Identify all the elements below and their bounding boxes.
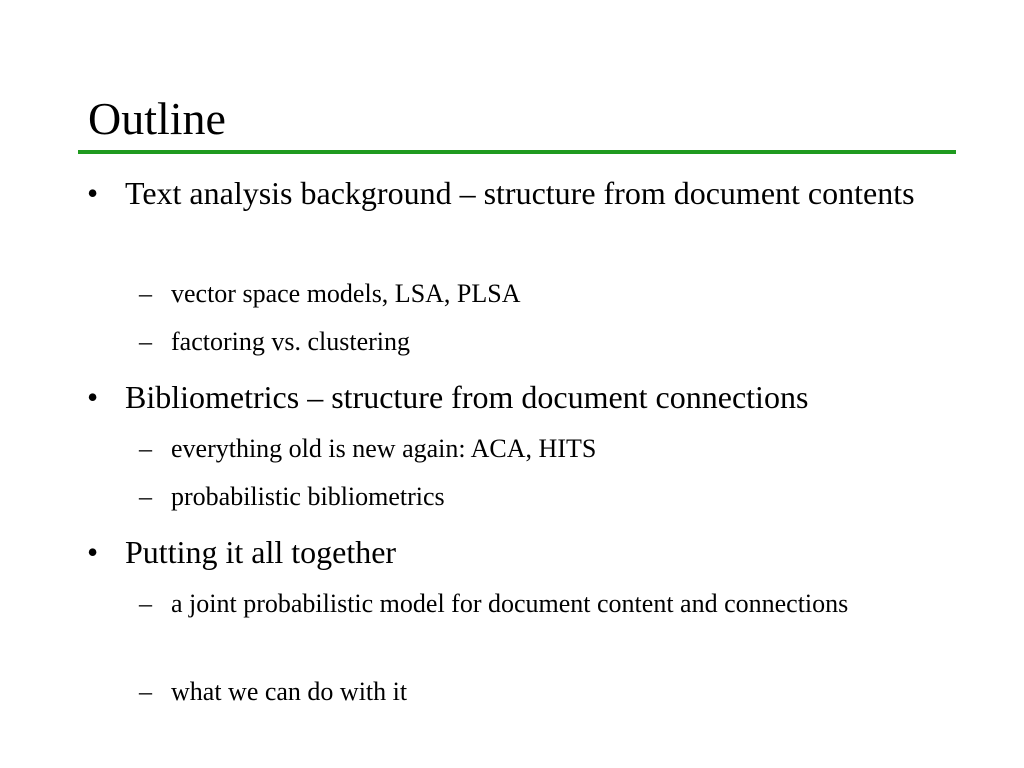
bullet-text: Text analysis background – structure from document contents <box>125 175 915 211</box>
sub-bullet-marker: – <box>139 327 152 356</box>
sub-bullet-text: vector space models, LSA, PLSA <box>171 279 521 308</box>
sub-bullet-item <box>139 477 931 517</box>
sub-bullet-item <box>139 274 931 314</box>
sub-bullet-marker: – <box>139 434 152 463</box>
sub-bullet-marker: – <box>139 677 152 706</box>
sub-bullet-marker: – <box>139 279 152 308</box>
sub-bullet-text: what we can do with it <box>171 677 408 706</box>
bullet-text: Bibliometrics – structure from document connections <box>125 379 809 415</box>
sub-bullet-text: factoring vs. clustering <box>171 327 410 356</box>
bullet-text: Putting it all together <box>125 534 397 570</box>
bullet-item <box>87 170 985 216</box>
slide-title: Outline <box>88 93 226 144</box>
bullet-marker: • <box>87 379 99 415</box>
sub-bullet-marker: – <box>139 589 152 618</box>
sub-bullet-item <box>139 584 931 624</box>
bullet-item <box>87 374 985 420</box>
bullet-marker: • <box>87 175 99 211</box>
bullet-item <box>87 529 985 575</box>
sub-bullet-text: probabilistic bibliometrics <box>171 482 445 511</box>
sub-bullet-item <box>139 672 931 712</box>
sub-bullet-text: everything old is new again: ACA, HITS <box>171 434 597 463</box>
sub-bullet-text: a joint probabilistic model for document content and connections <box>171 589 849 618</box>
sub-bullet-item <box>139 429 931 469</box>
bullet-marker: • <box>87 534 99 570</box>
sub-bullet-item <box>139 322 931 362</box>
sub-bullet-marker: – <box>139 482 152 511</box>
